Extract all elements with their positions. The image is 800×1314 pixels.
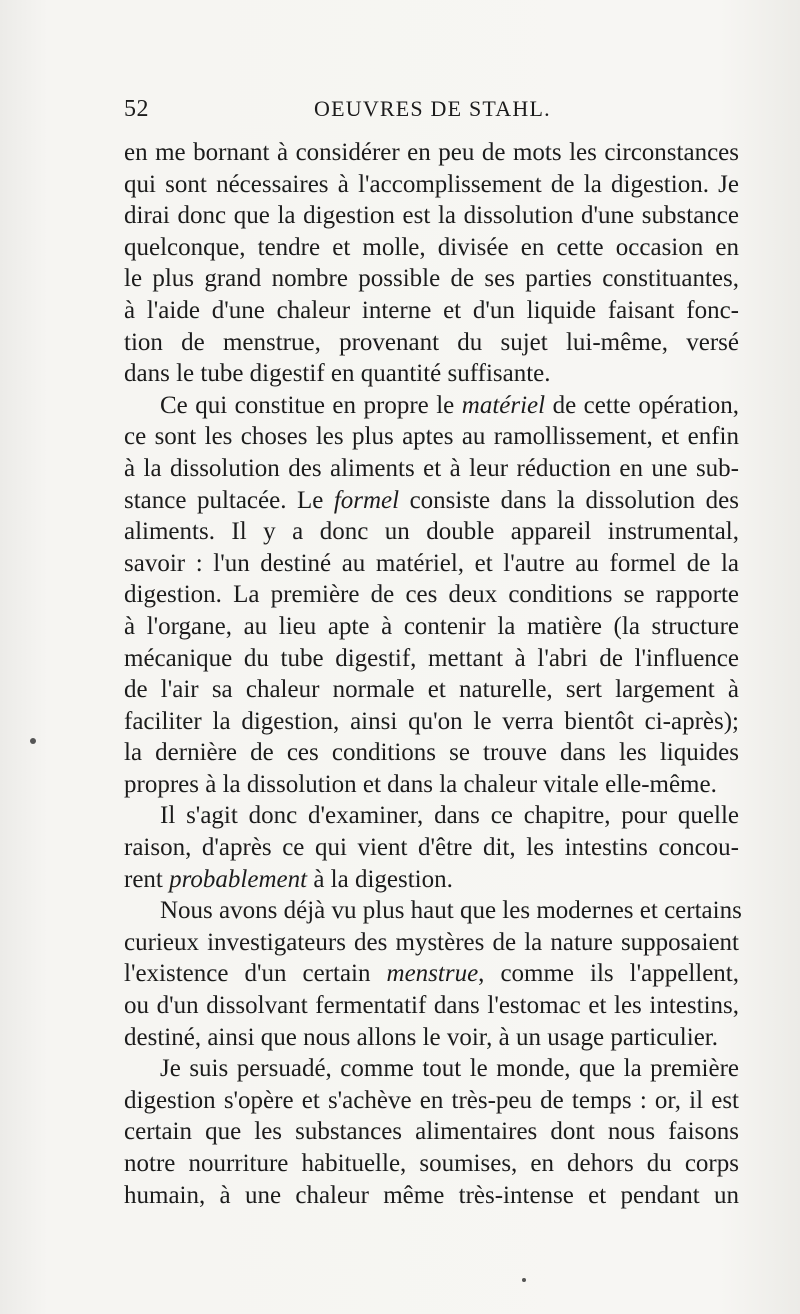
text-segment: à la digestion. [307,865,453,893]
text-line: dirai donc que la digestion est la dissolution d'une substance [124,202,739,230]
text-segment: consiste dans la dissolution des [399,486,739,514]
text-line: en me bornant à considérer en peu de mots les circonstances [124,139,739,166]
text-segment: stance pultacée. Le [124,486,334,514]
text-segment: , comme ils l'appellent, [478,960,739,988]
scan-speck [522,1278,526,1282]
running-title: OEUVRES DE STAHL. [314,96,551,121]
text-line: savoir : l'un destiné au matériel, et l'autre au formel de la [124,549,739,577]
text-line: Nous avons déjà vu plus haut que les modernes et certains [160,897,742,925]
text-line: tion de menstrue, provenant du sujet lui-même, versé [124,328,739,356]
text-line: digestion s'opère et s'achève en très-peu de temps : or, il est [124,1086,739,1114]
text-line: le plus grand nombre possible de ses parties constituantes, [124,265,739,293]
text-line [124,958,739,990]
scan-speck [30,738,36,744]
text-line: à l'organe, au lieu apte à contenir la matière (la structure [124,612,739,640]
text-line: curieux investigateurs des mystères de la nature supposaient [124,928,739,956]
page-number: 52 [124,96,149,122]
text-line: Je suis persuadé, comme tout le monde, que la première [160,1055,739,1083]
text-segment: l'existence d'un certain [124,960,387,988]
italic-term: formel [333,486,400,514]
text-line: mécanique du tube digestif, mettant à l'abri de l'influence [124,644,739,672]
text-line: quelconque, tendre et molle, divisée en cette occasion en [124,233,739,261]
text-line: de l'air sa chaleur normale et naturelle, sert largement à [124,676,739,704]
text-line: raison, d'après ce qui vient d'être dit, les intestins concou- [124,834,739,862]
text-line: certain que les substances alimentaires dont nous faisons [124,1118,739,1146]
text-line: aliments. Il y a donc un double appareil instrumental, [124,518,739,546]
text-line: à l'aide d'une chaleur interne et d'un liquide faisant fonc- [124,296,739,324]
text-line: qui sont nécessaires à l'accomplissement de la digestion. Je [124,170,739,198]
text-line: dans le tube digestif en quantité suffisante. [124,360,551,388]
text-line: humain, à une chaleur même très-intense et pendant un [124,1181,739,1209]
text-line: destiné, ainsi que nous allons le voir, à un usage particulier. [124,1023,718,1051]
text-line: Il s'agit donc d'examiner, dans ce chapitre, pour quelle [160,802,739,830]
text-line: ce sont les choses les plus aptes au ramollissement, et enfin [124,423,739,451]
text-line: digestion. La première de ces deux conditions se rapporte [124,581,739,609]
text-line: notre nourriture habituelle, soumises, en dehors du corps [124,1150,739,1177]
text-line: à la dissolution des aliments et à leur réduction en une sub- [124,454,739,482]
text-segment: rent [124,865,170,893]
text-line [124,485,739,517]
text-line [124,864,739,896]
text-line: propres à la dissolution et dans la chaleur vitale elle-même. [124,770,717,798]
italic-term: menstrue [386,960,479,988]
running-head [124,96,739,130]
text-line: faciliter la digestion, ainsi qu'on le verra bientôt ci-après); [124,707,739,735]
italic-term: matériel [461,391,546,419]
text-line: la dernière de ces conditions se trouve dans les liquides [124,739,739,767]
text-segment: de cette opération, [545,391,739,419]
text-segment: Ce qui constitue en propre le [160,391,462,419]
text-line: ou d'un dissolvant fermentatif dans l'estomac et les intestins, [124,992,739,1020]
italic-term: probablement [169,865,308,893]
text-line [124,390,739,422]
body-text [124,137,742,1211]
